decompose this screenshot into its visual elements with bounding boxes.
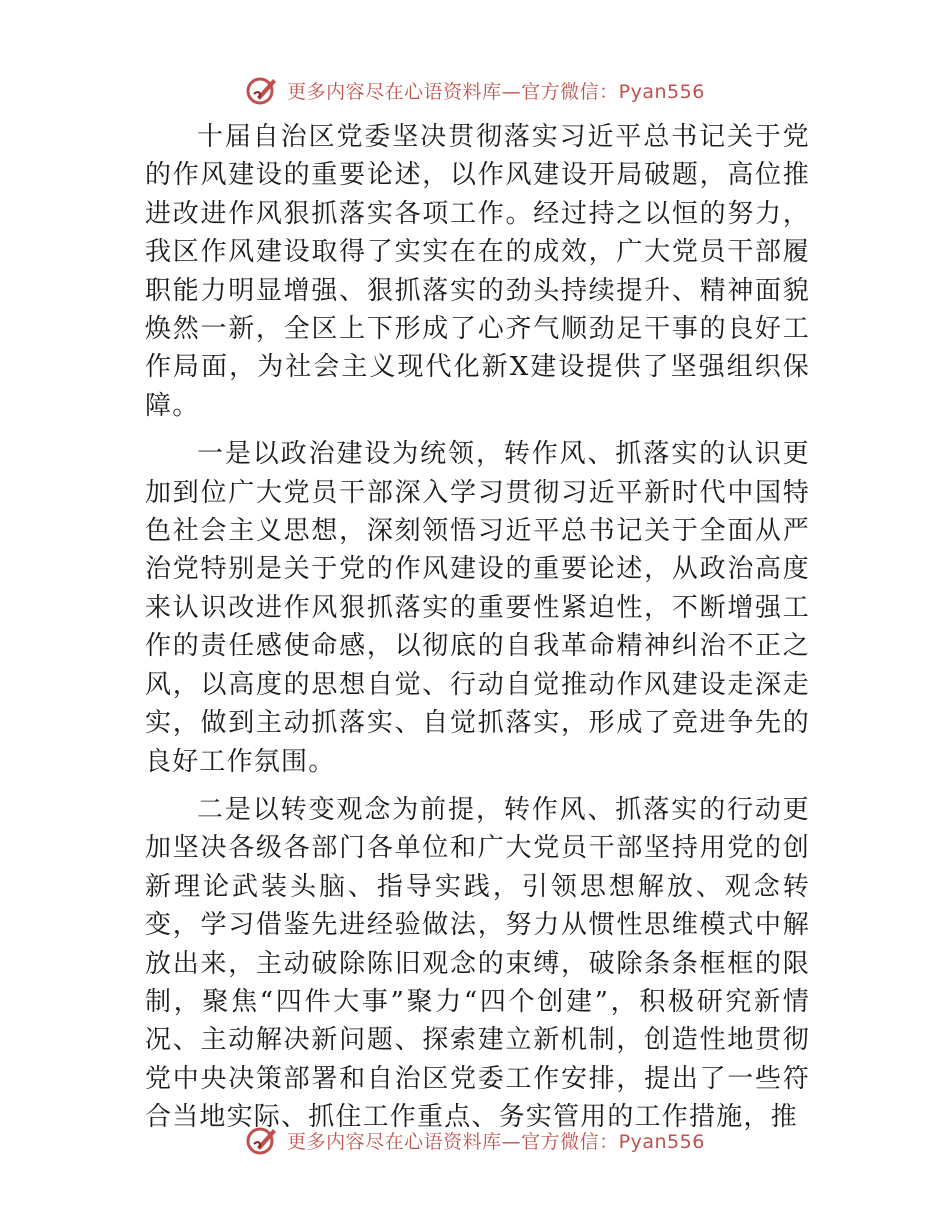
header-banner bbox=[0, 70, 950, 110]
header-banner-text: 更多内容尽在心语资料库—官方微信：Pyan556 bbox=[287, 80, 705, 103]
paragraph-1: 十届自治区党委坚决贯彻落实习近平总书记关于党的作风建设的重要论述，以作风建设开局破题，高位推进改进作风狠抓落实各项工作。经过持之以恒的努力，我区作风建设取得了实实在在的成效，广大党员干部履职能力明显增强、狠抓落实的劲头持续提升、精神面貌焕然一新，全区上下形成了心齐气顺劲足干事的良好工作局面，为社会主义现代化新X建设提供了坚强组织保障。 bbox=[145, 122, 810, 421]
document-body bbox=[145, 118, 810, 1147]
paragraph-3: 二是以转变观念为前提，转作风、抓落实的行动更加坚决各级各部门各单位和广大党员干部坚持用党的创新理论武装头脑、指导实践，引领思想解放、观念转变，学习借鉴先进经验做法，努力从惯性思维模式中解放出来，主动破除陈旧观念的束缚，破除条条框框的限制，聚焦“四件大事”聚力“四个创建”，积极研究新情况、主动解决新问题、探索建立新机制，创造性地贯彻党中央决策部署和自治区党委工作安排，提出了一些符合当地实际、抓住工作重点、务实管用的工作措施，推 bbox=[145, 794, 810, 1133]
footer-banner-text: 更多内容尽在心语资料库—官方微信：Pyan556 bbox=[287, 1130, 705, 1153]
paragraph-2: 一是以政治建设为统领，转作风、抓落实的认识更加到位广大党员干部深入学习贯彻习近平新时代中国特色社会主义思想，深刻领悟习近平总书记关于全面从严治党特别是关于党的作风建设的重要论述，从政治高度来认识改进作风狠抓落实的重要性紧迫性，不断增强工作的责任感使命感，以彻底的自我革命精神纠治不正之风，以高度的思想自觉、行动自觉推动作风建设走深走实，做到主动抓落实、自觉抓落实，形成了竞进争先的良好工作氛围。 bbox=[145, 439, 810, 777]
pen-logo-icon bbox=[245, 1123, 279, 1157]
pen-logo-icon bbox=[245, 73, 279, 107]
footer-banner bbox=[0, 1120, 950, 1160]
